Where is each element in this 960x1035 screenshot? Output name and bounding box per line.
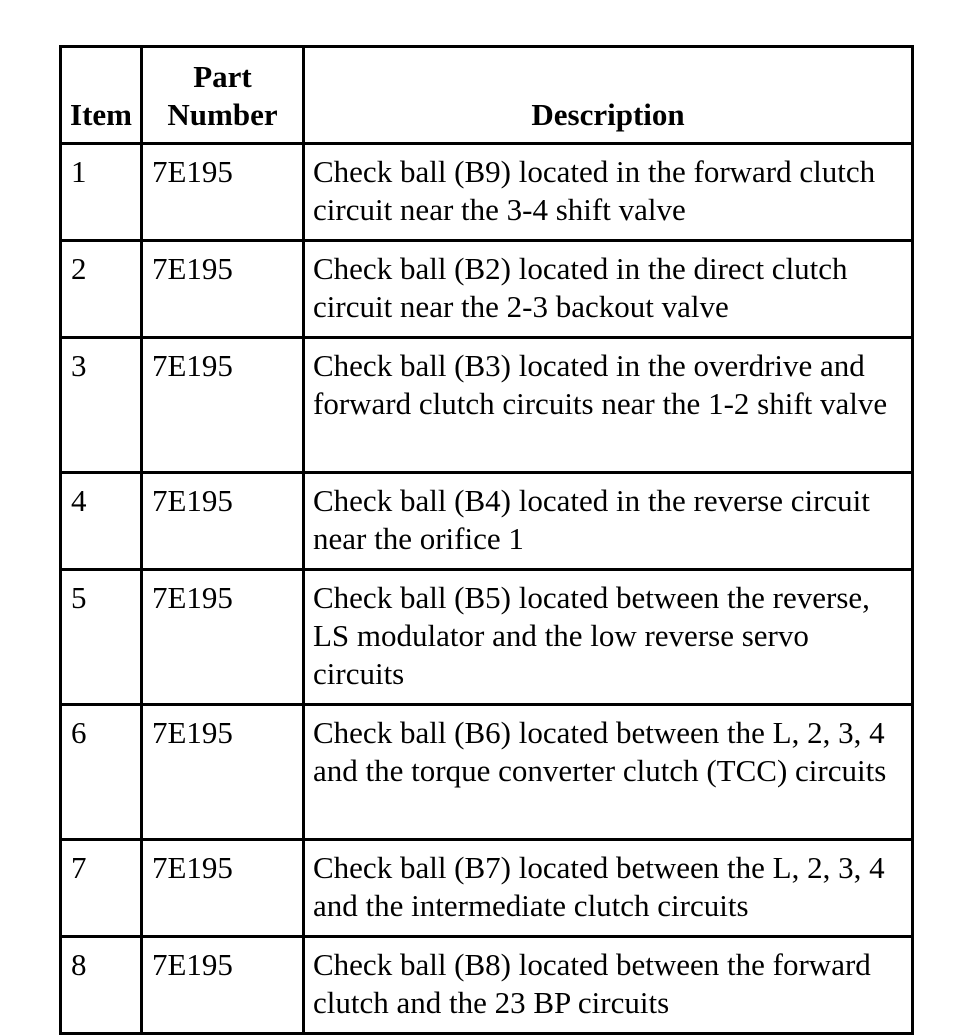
cell-description: Check ball (B8) located between the forward clutch and the 23 BP circuits bbox=[304, 937, 913, 1034]
cell-part-number: 7E195 bbox=[142, 473, 304, 570]
table-row bbox=[61, 241, 913, 338]
table-row bbox=[61, 144, 913, 241]
cell-item: 6 bbox=[61, 705, 142, 840]
cell-part-number: 7E195 bbox=[142, 241, 304, 338]
cell-description: Check ball (B3) located in the overdrive and forward clutch circuits near the 1-2 shift valve bbox=[304, 338, 913, 473]
cell-item: 8 bbox=[61, 937, 142, 1034]
cell-description: Check ball (B5) located between the reverse, LS modulator and the low reverse servo circuits bbox=[304, 570, 913, 705]
table-row bbox=[61, 705, 913, 840]
cell-description: Check ball (B2) located in the direct clutch circuit near the 2-3 backout valve bbox=[304, 241, 913, 338]
header-description: Description bbox=[304, 47, 913, 144]
cell-part-number: 7E195 bbox=[142, 937, 304, 1034]
cell-part-number: 7E195 bbox=[142, 338, 304, 473]
header-part-number bbox=[142, 47, 304, 144]
table-row bbox=[61, 338, 913, 473]
header-item: Item bbox=[61, 47, 142, 144]
cell-part-number: 7E195 bbox=[142, 705, 304, 840]
cell-description: Check ball (B6) located between the L, 2, 3, 4 and the torque converter clutch (TCC) circuits bbox=[304, 705, 913, 840]
parts-table bbox=[59, 45, 914, 1035]
cell-part-number: 7E195 bbox=[142, 840, 304, 937]
cell-item: 3 bbox=[61, 338, 142, 473]
table-row bbox=[61, 473, 913, 570]
table-row bbox=[61, 840, 913, 937]
cell-item: 5 bbox=[61, 570, 142, 705]
cell-item: 4 bbox=[61, 473, 142, 570]
cell-part-number: 7E195 bbox=[142, 570, 304, 705]
header-part-number-line1: Part bbox=[193, 59, 252, 94]
header-part-number-line2: Number bbox=[167, 97, 278, 132]
cell-description: Check ball (B9) located in the forward clutch circuit near the 3-4 shift valve bbox=[304, 144, 913, 241]
cell-description: Check ball (B4) located in the reverse circuit near the orifice 1 bbox=[304, 473, 913, 570]
cell-item: 2 bbox=[61, 241, 142, 338]
table-row bbox=[61, 570, 913, 705]
cell-item: 7 bbox=[61, 840, 142, 937]
table-header-row bbox=[61, 47, 913, 144]
cell-description: Check ball (B7) located between the L, 2, 3, 4 and the intermediate clutch circuits bbox=[304, 840, 913, 937]
cell-item: 1 bbox=[61, 144, 142, 241]
cell-part-number: 7E195 bbox=[142, 144, 304, 241]
table-row bbox=[61, 937, 913, 1034]
